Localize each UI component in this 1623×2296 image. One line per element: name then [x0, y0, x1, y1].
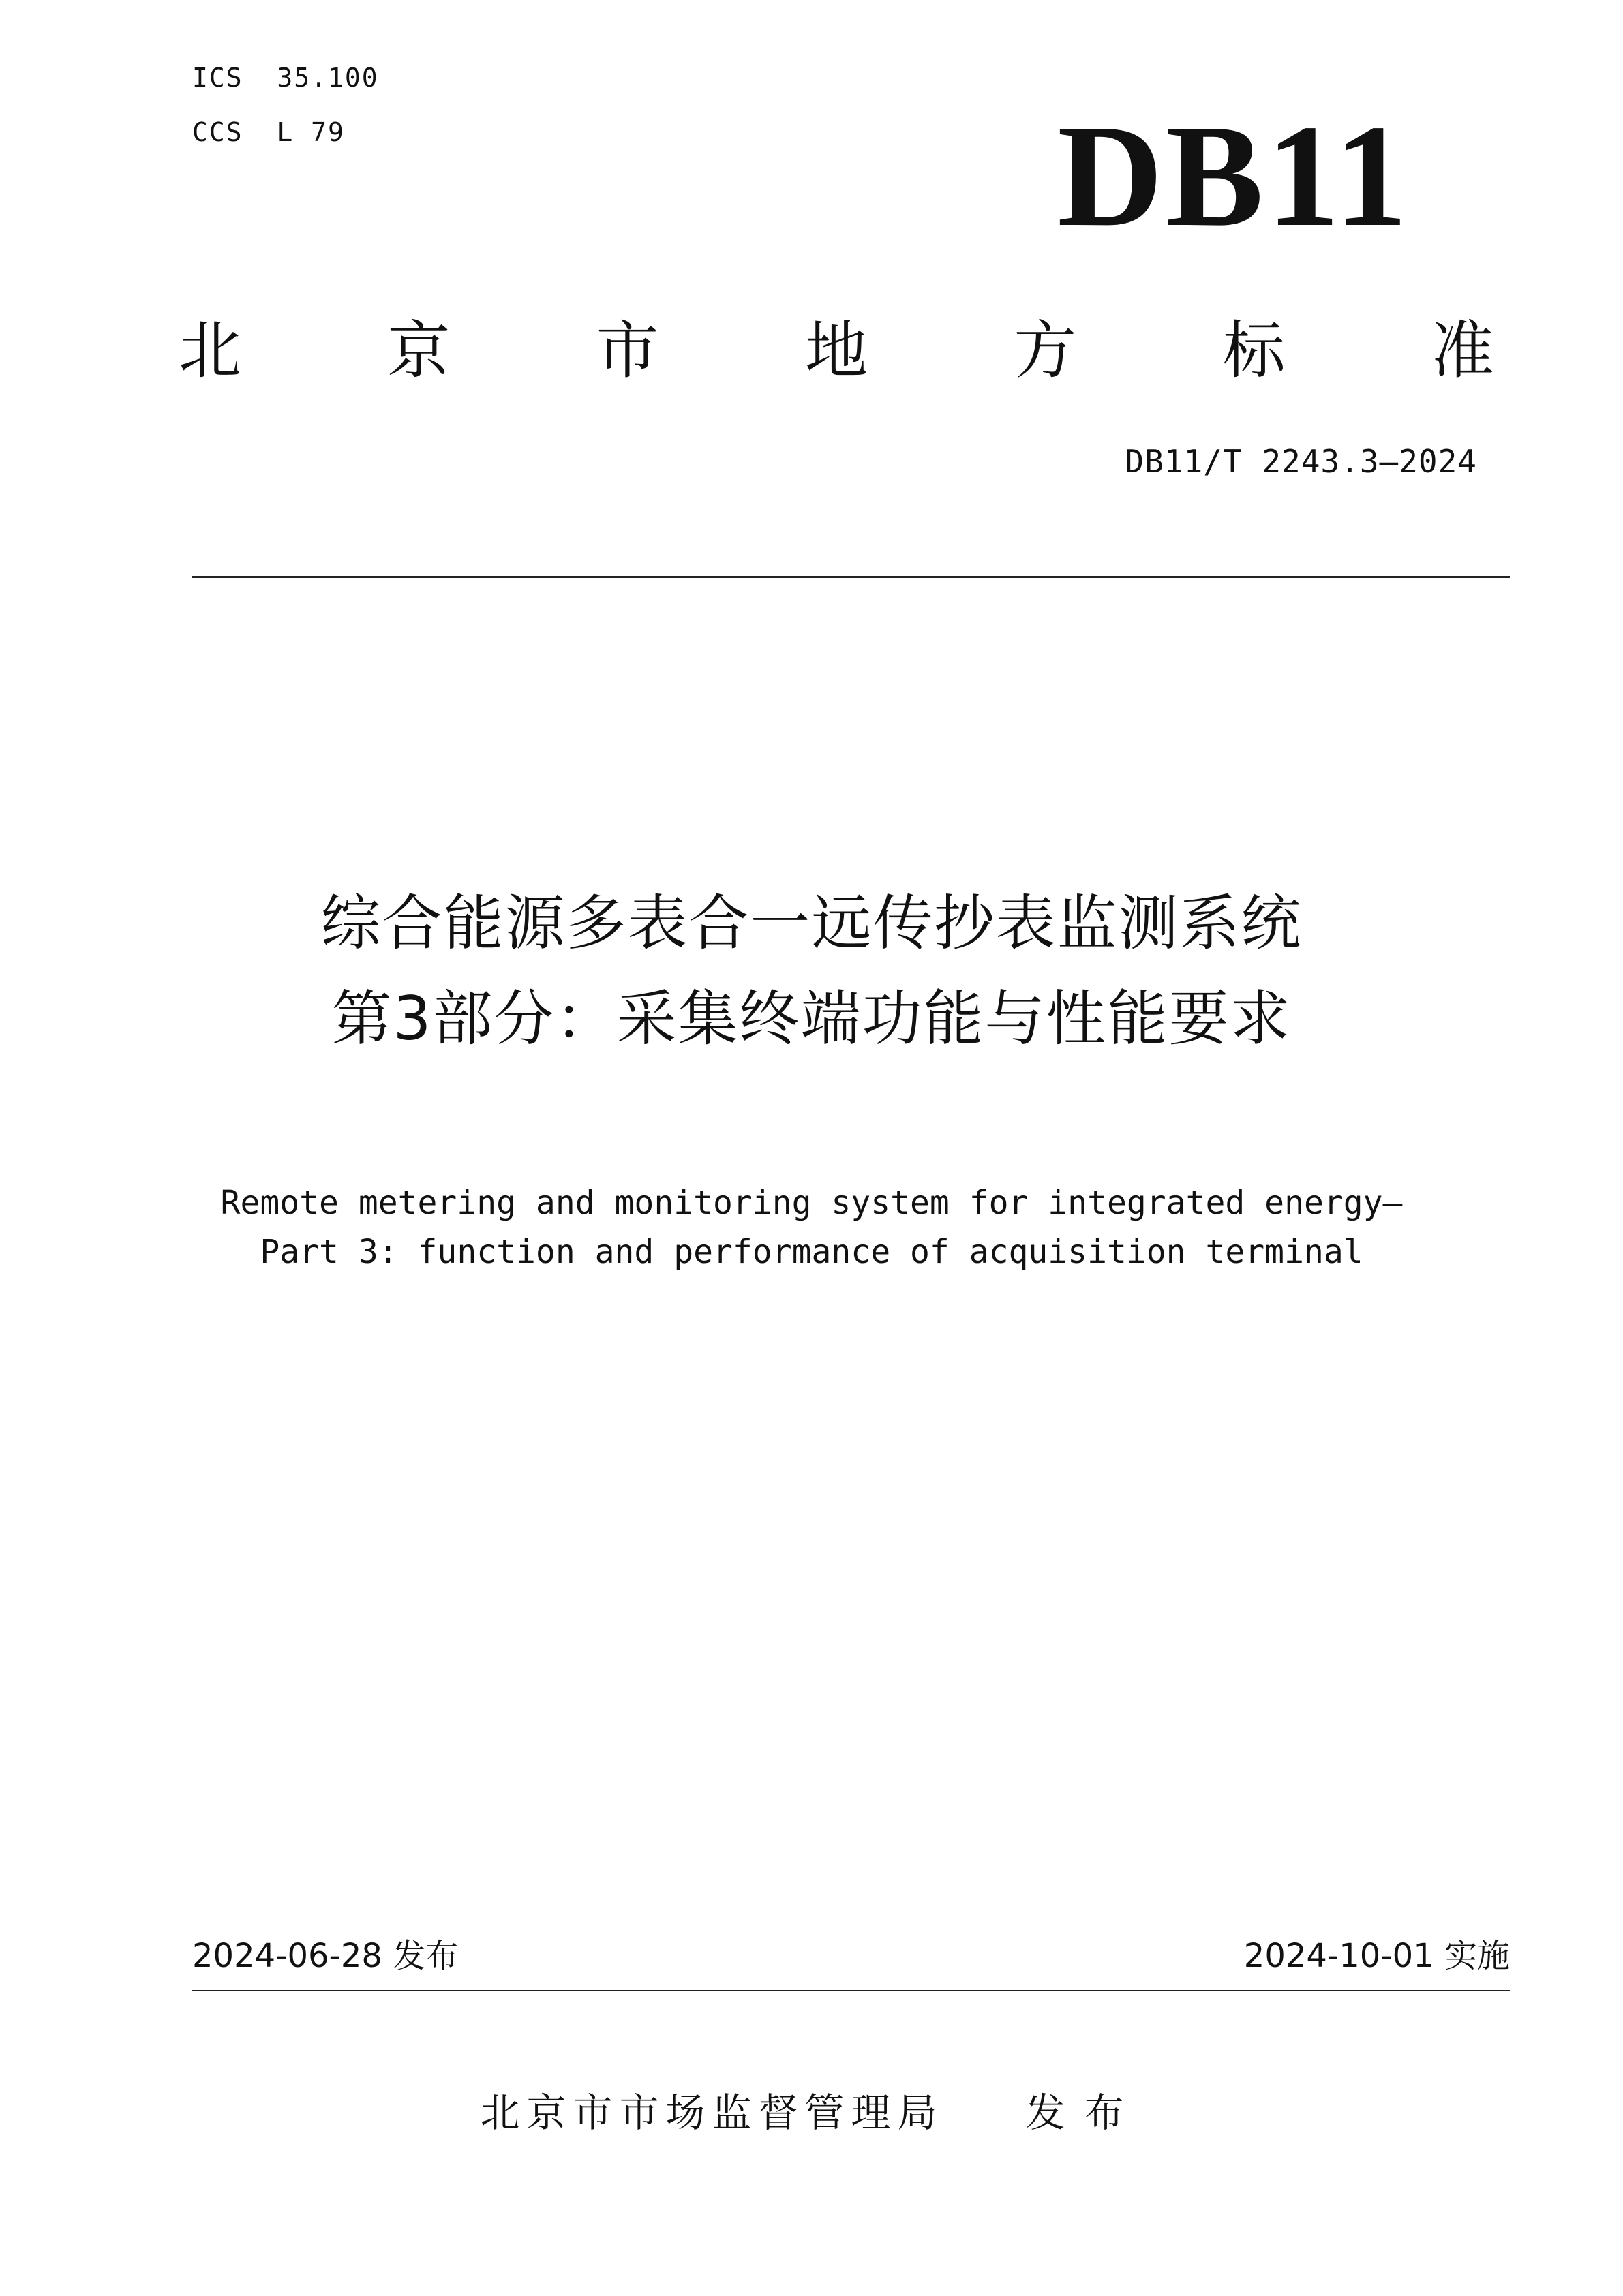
title-english-line-2: Part 3: function and performance of acquisition terminal — [260, 1233, 1363, 1271]
publisher-name: 北京市市场监督管理局 — [480, 2090, 944, 2136]
publisher — [0, 2085, 1623, 2140]
header-divider — [192, 576, 1510, 578]
implementation-date: 2024-10-01 实施 — [1243, 1937, 1510, 1975]
title-chinese-line-1: 综合能源多表合一远传抄表监测系统 — [320, 888, 1303, 958]
standard-type-char: 北 — [179, 314, 242, 387]
standard-type — [179, 313, 1494, 388]
standard-number: DB11/T 2243.3—2024 — [1125, 443, 1477, 480]
db11-logo: DB11 — [1057, 94, 1410, 257]
ccs-code: CCS L 79 — [192, 117, 345, 147]
title-chinese-line-2: 第3部分：采集终端功能与性能要求 — [331, 983, 1292, 1054]
publisher-action: 发布 — [1025, 2090, 1143, 2136]
footer-divider — [192, 1990, 1510, 1991]
title-english-line-1: Remote metering and monitoring system for integrated energy— — [220, 1184, 1403, 1222]
standard-type-char: 方 — [1014, 314, 1077, 387]
standard-type-char: 准 — [1431, 314, 1494, 387]
standard-type-char: 京 — [387, 314, 451, 387]
standard-type-char: 地 — [804, 314, 868, 387]
standard-type-char: 标 — [1222, 314, 1286, 387]
standard-type-char: 市 — [596, 314, 659, 387]
ics-code: ICS 35.100 — [192, 63, 379, 93]
issue-date: 2024-06-28 发布 — [192, 1937, 459, 1975]
